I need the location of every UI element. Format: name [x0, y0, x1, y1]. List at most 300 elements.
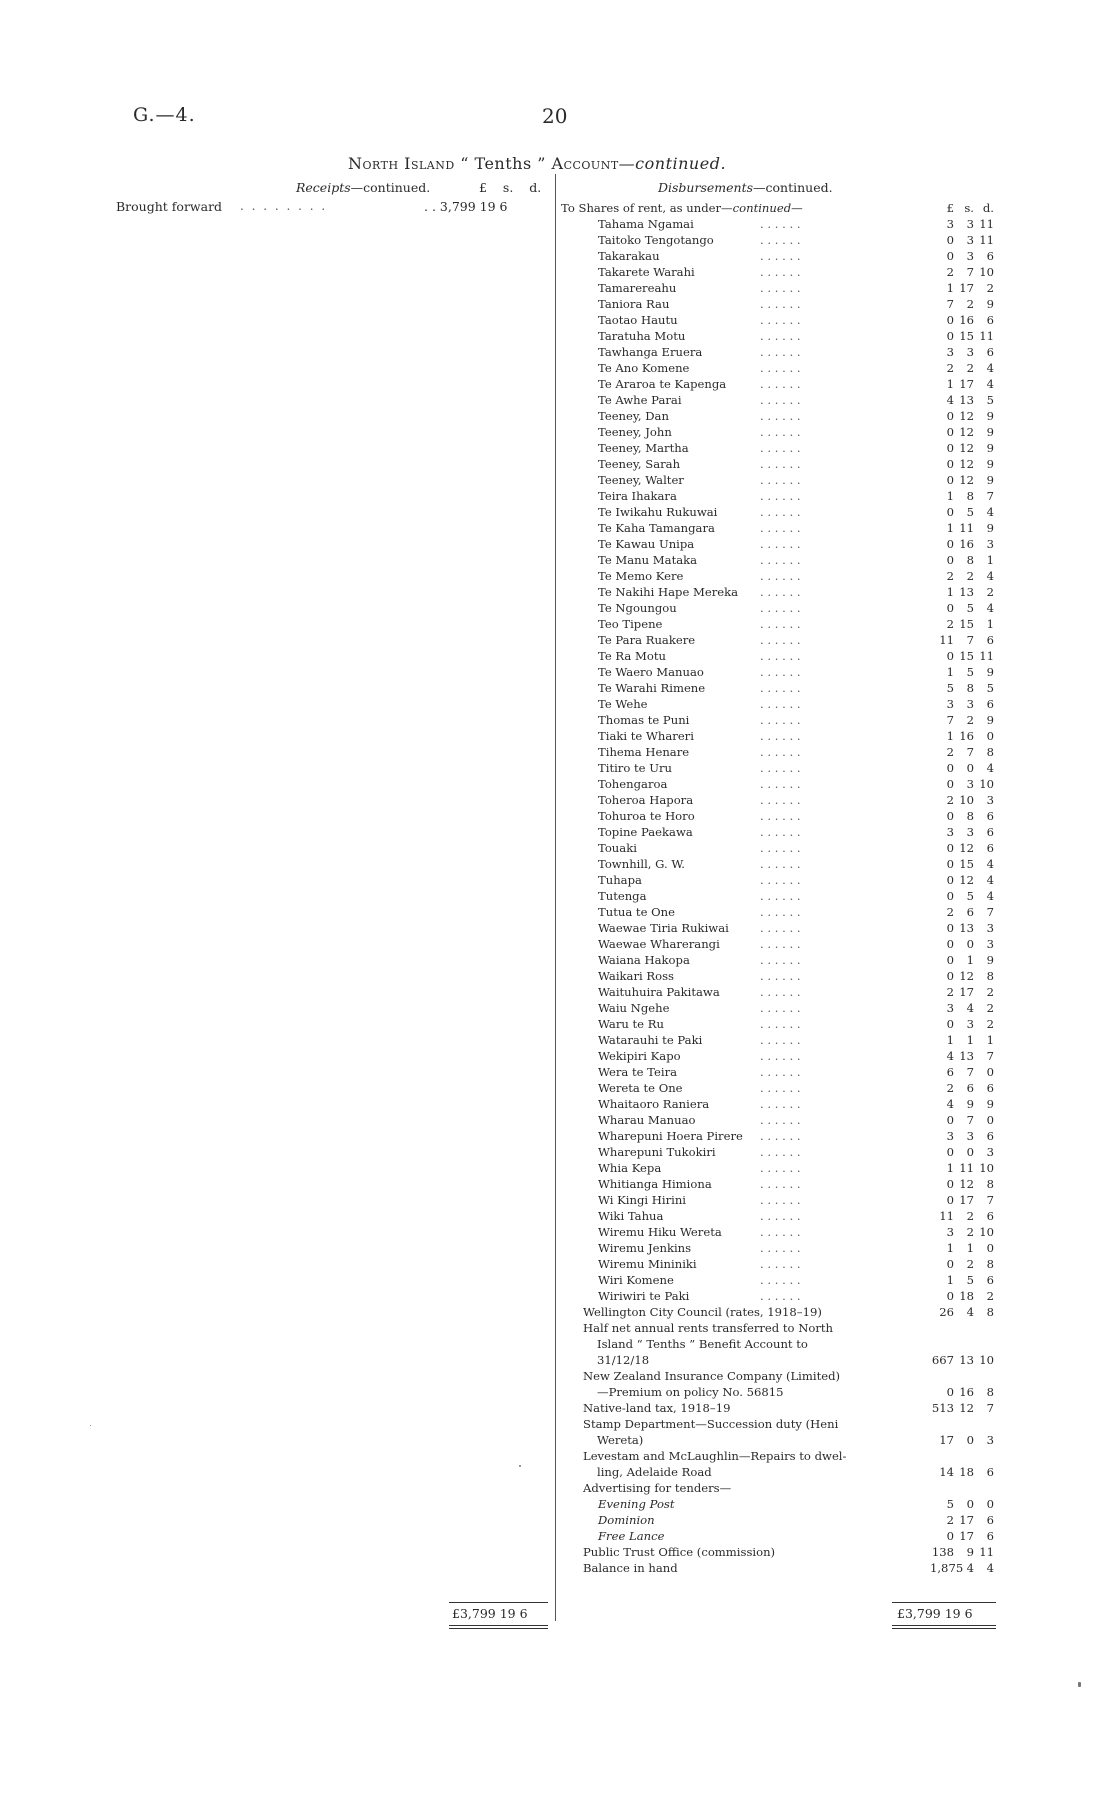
- amount-shillings: 2: [966, 1209, 974, 1223]
- amount-shillings: 7: [966, 265, 974, 279]
- amount-cell: [930, 952, 994, 968]
- payee-name: Tahama Ngamai: [598, 217, 694, 231]
- payee-name: Te Ngoungou: [598, 601, 677, 615]
- amount-cell: [930, 1080, 994, 1096]
- payee-name: Tawhanga Eruera: [598, 345, 703, 359]
- amount-cell: [930, 1288, 994, 1304]
- amount-shillings: 2: [966, 569, 974, 583]
- payee-name: Waikari Ross: [598, 969, 675, 983]
- payee-name: Whia Kepa: [598, 1161, 662, 1175]
- leader-dots: . . . . . .: [760, 969, 801, 983]
- amount-pence: 11: [979, 1545, 994, 1559]
- amount-pence: 6: [986, 1465, 994, 1479]
- amount-pounds: 667: [931, 1353, 954, 1367]
- leader-dots: . . . . . .: [760, 713, 801, 727]
- payee-name: Teeney, Walter: [598, 473, 684, 487]
- item-label-text: 31/12/18: [597, 1353, 650, 1367]
- amount-pounds: 0: [946, 1145, 954, 1159]
- amount-pounds: 0: [946, 457, 954, 471]
- amount-cell: [930, 1240, 994, 1256]
- leader-dots: . . . . . .: [760, 1177, 801, 1191]
- amount-shillings: 5: [966, 601, 974, 615]
- amount-pence: 2: [986, 585, 994, 599]
- amount-pence: 3: [986, 1433, 994, 1447]
- amount-pounds: 0: [946, 953, 954, 967]
- amount-pounds: 5: [946, 1497, 954, 1511]
- leader-dots: . . . . . .: [760, 649, 801, 663]
- amount-pence: 8: [986, 969, 994, 983]
- amount-cell: [930, 360, 994, 376]
- payee-name: Tohuroa te Horo: [598, 809, 695, 823]
- disbursements-heading: Disbursements—continued.: [658, 180, 833, 195]
- amount-cell: [930, 1528, 994, 1544]
- payee-name: Wharepuni Hoera Pirere: [598, 1129, 743, 1143]
- amount-cell: [930, 904, 994, 920]
- scan-speck: [90, 1425, 91, 1426]
- amount-cell: [930, 712, 994, 728]
- amount-cell: [930, 1064, 994, 1080]
- amount-pounds: 14: [939, 1465, 954, 1479]
- amount-pence: 10: [979, 1161, 994, 1175]
- amount-pounds: 3: [946, 825, 954, 839]
- amount-pence: 6: [986, 345, 994, 359]
- amount-pence: 6: [986, 1081, 994, 1095]
- leader-dots: . . . . . .: [760, 425, 801, 439]
- payee-name: Wereta te One: [598, 1081, 683, 1095]
- item-label-line: [583, 1448, 846, 1464]
- amount-pounds: 1: [946, 1161, 954, 1175]
- amount-cell: [930, 1512, 994, 1528]
- item-label-text: Levestam and McLaughlin—Repairs to dwel-: [583, 1449, 847, 1463]
- brought-forward-dots: . . . . . . . .: [240, 199, 328, 213]
- payee-name: Tamarereahu: [598, 281, 677, 295]
- amount-cell: [930, 760, 994, 776]
- amount-pounds: 0: [946, 937, 954, 951]
- amount-shillings: 16: [959, 1385, 974, 1399]
- amount-pence: 0: [986, 1065, 994, 1079]
- amount-pounds: 513: [931, 1401, 954, 1415]
- payee-name: Te Waero Manuao: [598, 665, 704, 679]
- amount-shillings: 2: [966, 361, 974, 375]
- disbursements-total-rule-top: [892, 1602, 996, 1603]
- amount-pence: 4: [986, 361, 994, 375]
- amount-pounds: 11: [939, 633, 954, 647]
- disbursements-total: £3,799 19 6: [897, 1606, 973, 1621]
- payee-name: Waewae Wharerangi: [598, 937, 720, 951]
- payee-name: Teeney, John: [598, 425, 672, 439]
- amount-cell: [930, 536, 994, 552]
- amount-shillings: 0: [966, 937, 974, 951]
- amount-pounds: 0: [946, 313, 954, 327]
- amount-pounds: 7: [946, 713, 954, 727]
- amount-shillings: 8: [966, 553, 974, 567]
- amount-pounds: 4: [946, 1049, 954, 1063]
- payee-name: Taniora Rau: [598, 297, 670, 311]
- amount-cell: [930, 600, 994, 616]
- amount-pounds: 0: [946, 1529, 954, 1543]
- amount-pence: 0: [986, 1241, 994, 1255]
- amount-shillings: 12: [959, 425, 974, 439]
- item-label-line: [597, 1464, 712, 1480]
- payee-name: Te Kawau Unipa: [598, 537, 695, 551]
- amount-pence: 7: [986, 1401, 994, 1415]
- leader-dots: . . . . . .: [760, 313, 801, 327]
- payee-name: Wiremu Mininiki: [598, 1257, 697, 1271]
- amount-pence: 9: [986, 441, 994, 455]
- amount-pounds: 1: [946, 489, 954, 503]
- amount-pounds: 0: [946, 601, 954, 615]
- amount-pounds: 3: [946, 1225, 954, 1239]
- amount-pence: 8: [986, 1305, 994, 1319]
- amount-cell: [930, 1128, 994, 1144]
- amount-shillings: 3: [966, 777, 974, 791]
- amount-cell: [930, 824, 994, 840]
- amount-shillings: 17: [959, 281, 974, 295]
- amount-pence: 3: [986, 937, 994, 951]
- payee-name: Wekipiri Kapo: [598, 1049, 681, 1063]
- item-label-text: Stamp Department—Succession duty (Heni: [583, 1417, 839, 1431]
- amount-shillings: 17: [959, 1529, 974, 1543]
- column-divider: [555, 174, 556, 1621]
- leader-dots: . . . . . .: [760, 441, 801, 455]
- payee-name: Te Araroa te Kapenga: [598, 377, 727, 391]
- amount-pounds: 0: [946, 505, 954, 519]
- amount-shillings: 6: [966, 905, 974, 919]
- leader-dots: . . . . . .: [760, 377, 801, 391]
- amount-pounds: 0: [946, 921, 954, 935]
- amount-pounds: 0: [946, 1017, 954, 1031]
- item-label-line: [583, 1400, 730, 1416]
- amount-cell: [930, 968, 994, 984]
- amount-pence: 4: [986, 377, 994, 391]
- leader-dots: . . . . . .: [760, 569, 801, 583]
- amount-cell: [930, 888, 994, 904]
- amount-shillings: 15: [959, 649, 974, 663]
- amount-pence: 8: [986, 1257, 994, 1271]
- amount-pence: 4: [986, 873, 994, 887]
- amount-shillings: 13: [959, 921, 974, 935]
- amount-shillings: 0: [966, 1497, 974, 1511]
- leader-dots: . . . . . .: [760, 505, 801, 519]
- payee-name: Thomas te Puni: [598, 713, 690, 727]
- amount-pence: 6: [986, 697, 994, 711]
- amount-shillings: 1: [966, 1033, 974, 1047]
- amount-pounds: 2: [946, 793, 954, 807]
- leader-dots: . . . . . .: [760, 1017, 801, 1031]
- amount-pence: 2: [986, 1289, 994, 1303]
- leader-dots: . . . . . .: [760, 1161, 801, 1175]
- amount-cell: [930, 1560, 994, 1576]
- amount-cell: [930, 408, 994, 424]
- leader-dots: . . . . . .: [760, 473, 801, 487]
- amount-pounds: 3: [946, 697, 954, 711]
- amount-shillings: 3: [966, 233, 974, 247]
- amount-cell: [930, 312, 994, 328]
- amount-pence: 10: [979, 265, 994, 279]
- amount-shillings: 13: [959, 585, 974, 599]
- leader-dots: . . . . . .: [760, 1113, 801, 1127]
- payee-name: Taitoko Tengotango: [598, 233, 714, 247]
- item-label-text: Public Trust Office (commission): [583, 1545, 776, 1559]
- amount-cell: [930, 936, 994, 952]
- amount-shillings: 12: [959, 457, 974, 471]
- amount-shillings: 5: [966, 1273, 974, 1287]
- receipts-total-rule-bottom-1: [449, 1625, 548, 1626]
- amount-pounds: 0: [946, 1289, 954, 1303]
- payee-name: Wiremu Hiku Wereta: [598, 1225, 722, 1239]
- item-label-text: Wereta): [597, 1433, 644, 1447]
- amount-shillings: 15: [959, 617, 974, 631]
- leader-dots: . . . . . .: [760, 585, 801, 599]
- amount-shillings: 7: [966, 1113, 974, 1127]
- amount-cell: [930, 1192, 994, 1208]
- amount-pounds: 0: [946, 969, 954, 983]
- amount-pence: 6: [986, 313, 994, 327]
- amount-cell: [930, 280, 994, 296]
- amount-cell: [930, 872, 994, 888]
- amount-shillings: 13: [959, 1049, 974, 1063]
- leader-dots: . . . . . .: [760, 537, 801, 551]
- amount-cell: [930, 632, 994, 648]
- item-label-text: Dominion: [598, 1513, 655, 1527]
- amount-pounds: 2: [946, 985, 954, 999]
- amount-pence: 9: [986, 713, 994, 727]
- amount-cell: [930, 616, 994, 632]
- payee-name: Waru te Ru: [598, 1017, 664, 1031]
- amount-pounds: 0: [946, 233, 954, 247]
- item-label-line: [583, 1560, 678, 1576]
- amount-shillings: 3: [966, 697, 974, 711]
- payee-name: Te Wehe: [598, 697, 648, 711]
- receipts-total-rule-bottom-2: [449, 1628, 548, 1629]
- leader-dots: . . . . . .: [760, 457, 801, 471]
- amount-shillings: 2: [966, 713, 974, 727]
- amount-cell: [930, 648, 994, 664]
- amount-cell: [930, 1160, 994, 1176]
- amount-cell: [930, 1032, 994, 1048]
- item-label-line: [598, 1528, 664, 1544]
- leader-dots: . . . . . .: [760, 1241, 801, 1255]
- amount-shillings: 4: [966, 1305, 974, 1319]
- payee-name: Teeney, Dan: [598, 409, 669, 423]
- amount-shillings: 12: [959, 969, 974, 983]
- amount-pounds: 5: [946, 681, 954, 695]
- amount-pounds: 6: [946, 1065, 954, 1079]
- amount-cell: [930, 264, 994, 280]
- payee-name: Tohengaroa: [598, 777, 668, 791]
- leader-dots: . . . . . .: [760, 1097, 801, 1111]
- leader-dots: . . . . . .: [760, 297, 801, 311]
- payee-name: Waituhuira Pakitawa: [598, 985, 720, 999]
- leader-dots: . . . . . .: [760, 633, 801, 647]
- payee-name: Teira Ihakara: [598, 489, 677, 503]
- payee-name: Wiri Komene: [598, 1273, 674, 1287]
- amount-cell: [930, 728, 994, 744]
- amount-pounds: 0: [946, 409, 954, 423]
- payee-name: Tuhapa: [598, 873, 642, 887]
- payee-name: Te Manu Mataka: [598, 553, 698, 567]
- amount-cell: [930, 488, 994, 504]
- amount-shillings: 7: [966, 633, 974, 647]
- amount-shillings: 9: [966, 1097, 974, 1111]
- payee-name: Whaitaoro Raniera: [598, 1097, 710, 1111]
- amount-shillings: 3: [966, 345, 974, 359]
- amount-cell: [930, 1352, 994, 1368]
- amount-pence: 4: [986, 569, 994, 583]
- amount-pounds: 1,875: [930, 1561, 964, 1575]
- amount-pounds: 3: [946, 217, 954, 231]
- amount-pounds: 2: [946, 905, 954, 919]
- payee-name: Tiaki te Whareri: [598, 729, 694, 743]
- leader-dots: . . . . . .: [760, 617, 801, 631]
- amount-pounds: 1: [946, 585, 954, 599]
- payee-name: Wharau Manuao: [598, 1113, 696, 1127]
- amount-pence: 4: [986, 1561, 994, 1575]
- amount-cell: [930, 440, 994, 456]
- amount-shillings: 12: [959, 441, 974, 455]
- amount-shillings: 0: [966, 1433, 974, 1447]
- amount-shillings: 12: [959, 409, 974, 423]
- leader-dots: . . . . . .: [760, 1001, 801, 1015]
- amount-cell: [930, 1144, 994, 1160]
- amount-shillings: 12: [959, 1401, 974, 1415]
- amount-shillings: 18: [959, 1465, 974, 1479]
- amount-pence: 1: [986, 1033, 994, 1047]
- amount-shillings: 0: [966, 761, 974, 775]
- amount-shillings: 0: [966, 1145, 974, 1159]
- amount-cell: [930, 296, 994, 312]
- amount-cell: [930, 552, 994, 568]
- amount-shillings: 15: [959, 857, 974, 871]
- amount-pence: 4: [986, 857, 994, 871]
- item-label-line: [597, 1352, 649, 1368]
- amount-shillings: 3: [966, 249, 974, 263]
- amount-pence: 3: [986, 793, 994, 807]
- amount-pence: 7: [986, 1049, 994, 1063]
- amount-cell: [930, 568, 994, 584]
- amount-shillings: 3: [966, 825, 974, 839]
- amount-cell: [930, 216, 994, 232]
- brought-forward-label: Brought forward: [116, 199, 223, 214]
- item-label-text: Wellington City Council (rates, 1918–19): [583, 1305, 822, 1319]
- amount-cell: [930, 696, 994, 712]
- receipts-heading: Receipts—continued.: [296, 180, 431, 195]
- item-label-line: [583, 1544, 775, 1560]
- amount-pence: 6: [986, 1273, 994, 1287]
- item-label-line: [583, 1368, 840, 1384]
- amount-pounds: 0: [946, 809, 954, 823]
- amount-pence: 1: [986, 617, 994, 631]
- amount-pence: 9: [986, 297, 994, 311]
- amount-pounds: 0: [946, 553, 954, 567]
- payee-name: Te Ra Motu: [598, 649, 666, 663]
- leader-dots: . . . . . .: [760, 1257, 801, 1271]
- payee-name: Toheroa Hapora: [598, 793, 694, 807]
- payee-name: Townhill, G. W.: [598, 857, 685, 871]
- item-label-line: [597, 1336, 808, 1352]
- leader-dots: . . . . . .: [760, 809, 801, 823]
- amount-cell: [930, 1000, 994, 1016]
- leader-dots: . . . . . .: [760, 905, 801, 919]
- leader-dots: . . . . . .: [760, 953, 801, 967]
- leader-dots: . . . . . .: [760, 489, 801, 503]
- leader-dots: . . . . . .: [760, 393, 801, 407]
- amount-cell: [930, 1384, 994, 1400]
- payee-name: Wharepuni Tukokiri: [598, 1145, 716, 1159]
- amount-pence: 10: [979, 777, 994, 791]
- amount-pence: 11: [979, 217, 994, 231]
- amount-pence: 11: [979, 329, 994, 343]
- item-label-text: Half net annual rents transferred to North: [583, 1321, 834, 1335]
- leader-dots: . . . . . .: [760, 825, 801, 839]
- leader-dots: . . . . . .: [760, 889, 801, 903]
- amount-shillings: 12: [959, 1177, 974, 1191]
- amount-pence: 9: [986, 425, 994, 439]
- amount-cell: [930, 376, 994, 392]
- amount-cell: [930, 840, 994, 856]
- amount-shillings: 10: [959, 793, 974, 807]
- amount-shillings: 4: [966, 1561, 974, 1575]
- item-label-text: Evening Post: [598, 1497, 675, 1511]
- leader-dots: . . . . . .: [760, 1273, 801, 1287]
- amount-pounds: 0: [946, 649, 954, 663]
- receipts-lsd-header: £ s. d.: [479, 180, 542, 195]
- amount-pounds: 0: [946, 777, 954, 791]
- amount-pounds: 0: [946, 857, 954, 871]
- payee-name: Teo Tipene: [598, 617, 663, 631]
- amount-cell: [930, 248, 994, 264]
- item-label-text: New Zealand Insurance Company (Limited): [583, 1369, 841, 1383]
- amount-cell: [930, 1496, 994, 1512]
- amount-pence: 6: [986, 1209, 994, 1223]
- item-label-text: —Premium on policy No. 56815: [597, 1385, 784, 1399]
- amount-pence: 9: [986, 521, 994, 535]
- amount-pounds: 1: [946, 665, 954, 679]
- amount-pence: 3: [986, 537, 994, 551]
- amount-shillings: 18: [959, 1289, 974, 1303]
- amount-pounds: 2: [946, 569, 954, 583]
- amount-pounds: 0: [946, 473, 954, 487]
- item-label-text: Island “ Tenths ” Benefit Account to: [597, 1337, 808, 1351]
- amount-cell: [930, 1048, 994, 1064]
- amount-pounds: 1: [946, 377, 954, 391]
- payee-name: Taotao Hautu: [598, 313, 678, 327]
- payee-name: Tutua te One: [598, 905, 675, 919]
- page-number: 20: [542, 104, 568, 128]
- amount-pounds: 0: [946, 1385, 954, 1399]
- amount-cell: [930, 1256, 994, 1272]
- amount-cell: [930, 1480, 994, 1496]
- amount-cell: [930, 984, 994, 1000]
- amount-cell: [930, 808, 994, 824]
- leader-dots: . . . . . .: [760, 873, 801, 887]
- payee-name: Waewae Tiria Rukiwai: [598, 921, 729, 935]
- payee-name: Watarauhi te Paki: [598, 1033, 703, 1047]
- amount-pence: 6: [986, 1513, 994, 1527]
- leader-dots: . . . . . .: [760, 265, 801, 279]
- amount-pounds: 0: [946, 1113, 954, 1127]
- amount-shillings: 9: [966, 1545, 974, 1559]
- amount-pounds: 3: [946, 345, 954, 359]
- leader-dots: . . . . . .: [760, 665, 801, 679]
- amount-cell: [930, 520, 994, 536]
- item-label-line: [583, 1480, 731, 1496]
- amount-cell: [930, 1208, 994, 1224]
- amount-cell: [930, 792, 994, 808]
- amount-pence: 9: [986, 665, 994, 679]
- amount-cell: [930, 664, 994, 680]
- leader-dots: . . . . . .: [760, 1145, 801, 1159]
